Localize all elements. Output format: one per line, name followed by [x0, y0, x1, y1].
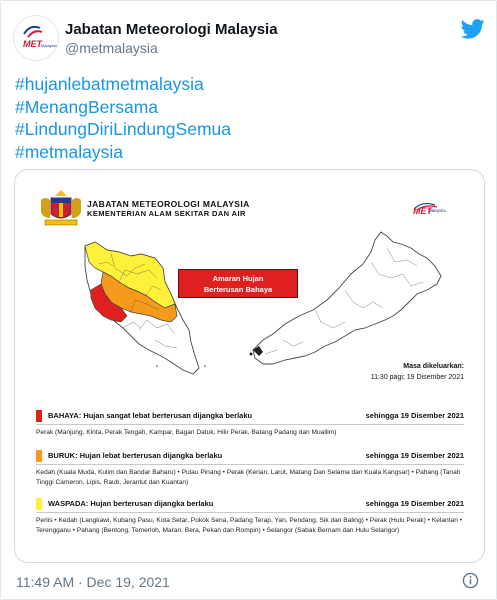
account-name[interactable]: Jabatan Meteorologi Malaysia: [65, 21, 278, 38]
level-title: [48, 451, 222, 460]
svg-text:MET: MET: [23, 39, 42, 49]
level-until: sehingga 19 Disember 2021: [365, 499, 464, 508]
warning-title-line2: Berterusan Bahaya: [203, 285, 273, 294]
account-handle[interactable]: @metmalaysia: [65, 40, 158, 56]
level-description: Hujan berterusan dijangka berlaku: [90, 499, 214, 508]
org-title: JABATAN METEOROLOGI MALAYSIA: [87, 199, 250, 209]
tweet-text: [15, 73, 231, 163]
warning-title-box: [178, 269, 298, 298]
logo-met-text: MET: [413, 206, 432, 216]
tweet-media-image[interactable]: [14, 169, 485, 563]
info-icon[interactable]: [462, 572, 479, 589]
met-logo-icon: [14, 16, 58, 60]
level-description: Hujan sangat lebat berterusan dijangka berlaku: [83, 411, 253, 420]
divider: [36, 512, 464, 513]
hashtag-link[interactable]: #LindungDiriLindungSemua: [15, 119, 231, 139]
level-name: BURUK:: [48, 451, 78, 460]
level-name: WASPADA:: [48, 499, 89, 508]
bahaya-color-swatch: [36, 410, 42, 422]
issued-label: Masa dikeluarkan:: [403, 363, 464, 370]
warning-title-line1: Amaran Hujan: [212, 274, 264, 283]
twitter-bird-icon[interactable]: [461, 19, 485, 39]
org-subtitle: KEMENTERIAN ALAM SEKITAR DAN AIR: [87, 209, 246, 218]
avatar[interactable]: [13, 15, 59, 61]
level-areas: Kedah (Kuala Muda, Kulim dan Bandar Baharu) • Pulau Pinang • Perak (Kerian, Larut, Matang Dan Selama dan Kuala Kangsar) • Pahang (Tanah Tinggi Cameron, Lipis, Raub, Jerantut dan Kuantan): [36, 469, 461, 486]
logo-malaysia-text: Malaysia: [428, 208, 446, 213]
east-malaysia-outline: [253, 232, 441, 364]
hashtag-link[interactable]: #MenangBersama: [15, 96, 158, 117]
level-description: Hujan lebat berterusan dijangka berlaku: [79, 451, 223, 460]
level-until: sehingga 19 Disember 2021: [365, 451, 464, 460]
warning-graphic: [15, 170, 484, 562]
svg-text:Malaysia: Malaysia: [41, 43, 57, 48]
issued-value: 11:30 pagi; 19 Disember 2021: [370, 374, 464, 381]
level-title: [48, 499, 213, 508]
level-name: BAHAYA:: [48, 411, 82, 420]
level-areas: Perlis • Kedah (Langkawi, Kubang Pasu, Kota Setar, Pokok Sena, Padang Terap, Yan, Pendang, Sik dan Baling) • Perak (Hulu Perak) • Kelantan • Terengganu • Pahang (Bentong, Temerloh, Maran, Bera, Pekan dan Rompin) • Selangor (Sabak Bernam dan Hulu Selangor): [36, 517, 463, 534]
divider: [36, 464, 464, 465]
buruk-color-swatch: [36, 450, 42, 462]
divider: [36, 424, 464, 425]
tweet-timestamp[interactable]: 11:49 AM · Dec 19, 2021: [16, 574, 170, 590]
waspada-color-swatch: [36, 498, 42, 510]
level-until: sehingga 19 Disember 2021: [365, 411, 464, 420]
hashtag-link[interactable]: #metmalaysia: [15, 141, 123, 162]
level-title: [48, 411, 252, 420]
hashtag-link[interactable]: #hujanlebatmetmalaysia: [15, 74, 204, 94]
level-areas: Perak (Manjung, Kinta, Perak Tengah, Kampar, Bagan Datuk, Hilir Perak, Batang Padang dan Muallim): [36, 429, 337, 436]
